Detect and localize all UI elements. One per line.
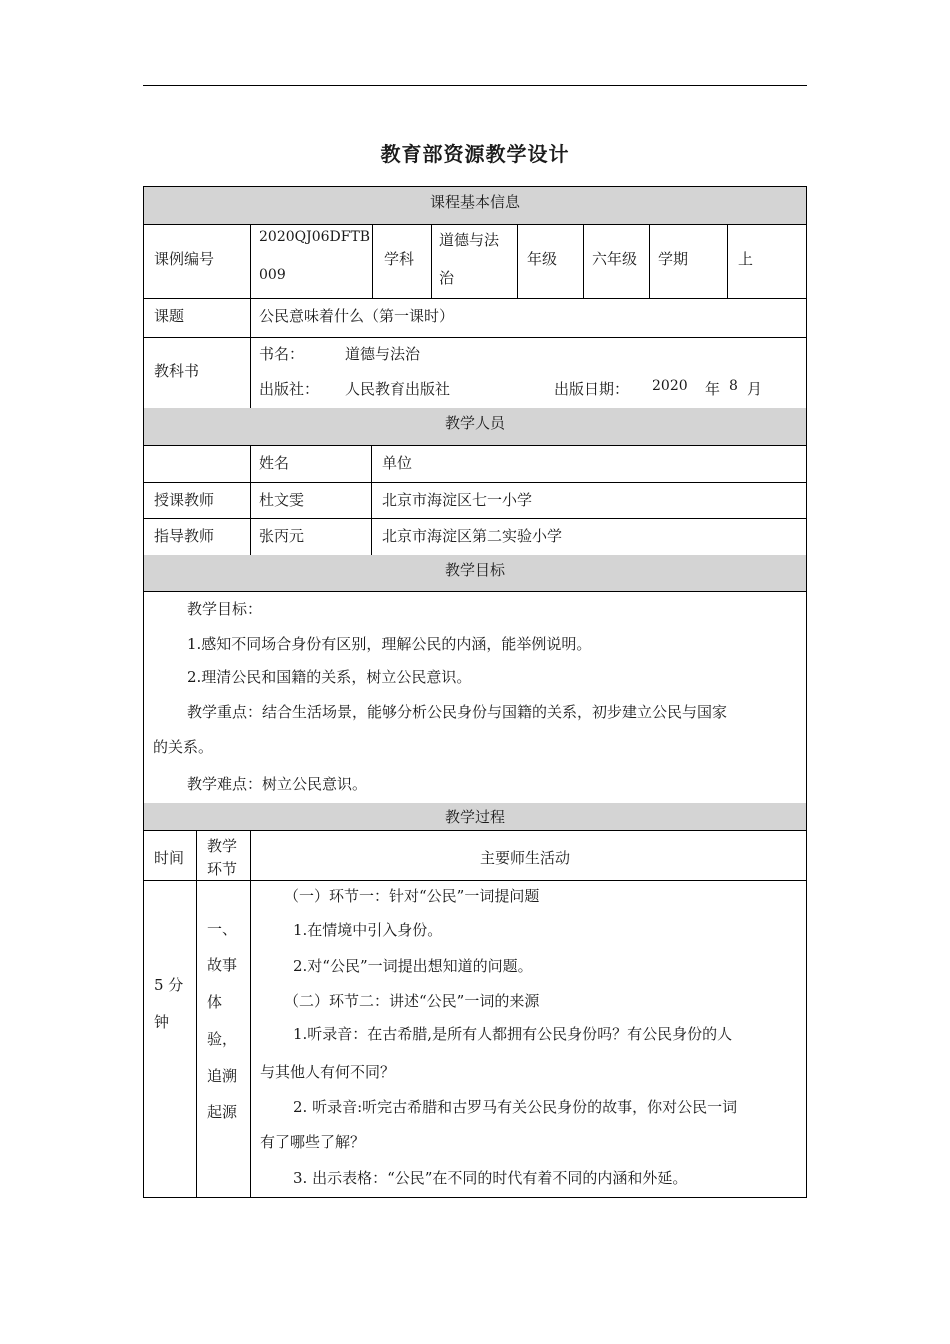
row-divider (144, 880, 806, 881)
pubdate-label: 出版日期： (554, 380, 630, 398)
staff-unit-1: 北京市海淀区七一小学 (382, 491, 533, 509)
activity-line-1: （一）环节一：针对“公民”一词提问题 (284, 887, 540, 905)
activity-line-4: （二）环节二：讲述“公民”一词的来源 (284, 992, 540, 1010)
grade-label: 年级 (527, 250, 558, 268)
subject-value-line2: 治 (439, 269, 455, 287)
process-col-stage-line2: 环节 (207, 860, 238, 878)
row-divider (144, 224, 806, 225)
grade-value: 六年级 (592, 250, 638, 268)
stage-line-1: 一、 (207, 920, 238, 938)
topic-value: 公民意味着什么（第一课时） (259, 307, 455, 325)
publisher-label: 出版社： (259, 380, 320, 398)
row-divider (144, 298, 806, 299)
col-divider (431, 224, 432, 298)
col-divider (371, 445, 372, 555)
activity-line-8: 有了哪些了解？ (260, 1133, 366, 1151)
row-divider (144, 482, 806, 483)
section-goals: 教学目标 (144, 555, 806, 591)
stage-line-2: 故事 (207, 956, 238, 974)
time-line1: 5 分 (154, 976, 184, 994)
case-id-value-line2: 009 (259, 267, 286, 283)
stage-line-5: 追溯 (207, 1067, 238, 1085)
row-divider (144, 591, 806, 592)
col-divider (517, 224, 518, 298)
goal-item-2: 2.理清公民和国籍的关系，树立公民意识。 (187, 668, 472, 686)
time-line2: 钟 (154, 1013, 170, 1031)
staff-col-name: 姓名 (259, 454, 290, 472)
activity-line-3: 2.对“公民”一词提出想知道的问题。 (293, 957, 533, 975)
stage-line-6: 起源 (207, 1103, 238, 1121)
goals-heading: 教学目标： (187, 600, 263, 618)
col-divider (250, 224, 251, 408)
activity-line-9: 3. 出示表格：“公民”在不同的时代有着不同的内涵和外延。 (293, 1169, 688, 1187)
stage-line-3: 体 (207, 993, 223, 1011)
book-name-label: 书名： (259, 345, 305, 363)
term-value: 上 (738, 250, 754, 268)
staff-unit-2: 北京市海淀区第二实验小学 (382, 527, 563, 545)
subject-label: 学科 (384, 250, 415, 268)
activity-line-6: 与其他人有何不同？ (260, 1063, 396, 1081)
case-id-label: 课例编号 (154, 250, 215, 268)
staff-name-2: 张丙元 (259, 527, 305, 545)
publisher-value: 人民教育出版社 (345, 380, 451, 398)
process-col-time: 时间 (154, 849, 185, 867)
header-rule (143, 85, 807, 86)
row-divider (144, 518, 806, 519)
col-divider (196, 830, 197, 1198)
term-label: 学期 (658, 250, 689, 268)
process-col-activity: 主要师生活动 (480, 849, 571, 867)
col-divider (250, 445, 251, 555)
col-divider (649, 224, 650, 298)
section-process: 教学过程 (144, 803, 806, 830)
goal-item-1: 1.感知不同场合身份有区别，理解公民的内涵，能举例说明。 (187, 635, 592, 653)
pubdate-month: 8 (729, 378, 738, 394)
book-name-value: 道德与法治 (345, 345, 421, 363)
row-divider (144, 445, 806, 446)
lesson-design-table (143, 186, 807, 1198)
stage-line-4: 验， (207, 1030, 238, 1048)
col-divider (727, 224, 728, 298)
key-point-line1: 教学重点：结合生活场景，能够分析公民身份与国籍的关系，初步建立公民与国家 (187, 703, 728, 721)
col-divider (583, 224, 584, 298)
row-divider (144, 337, 806, 338)
col-divider (372, 224, 373, 298)
process-col-stage-line1: 教学 (207, 837, 238, 855)
key-point-line2: 的关系。 (153, 738, 214, 756)
staff-role-1: 授课教师 (154, 491, 215, 509)
case-id-value-line1: 2020QJ06DFTB (259, 229, 371, 245)
staff-name-1: 杜文雯 (259, 491, 305, 509)
activity-line-2: 1.在情境中引入身份。 (293, 921, 443, 939)
section-basic-info: 课程基本信息 (144, 187, 806, 224)
subject-value-line1: 道德与法 (439, 231, 500, 249)
staff-col-unit: 单位 (382, 454, 413, 472)
page-title: 教育部资源教学设计 (380, 142, 570, 166)
activity-line-5: 1.听录音：在古希腊,是所有人都拥有公民身份吗？有公民身份的人 (293, 1025, 733, 1043)
row-divider (144, 830, 806, 831)
pubdate-year: 2020 (652, 378, 688, 394)
staff-role-2: 指导教师 (154, 527, 215, 545)
topic-label: 课题 (154, 307, 185, 325)
activity-line-7: 2. 听录音:听完古希腊和古罗马有关公民身份的故事，你对公民一词 (293, 1098, 738, 1116)
section-staff: 教学人员 (144, 408, 806, 445)
pubdate-year-unit: 年 (705, 380, 721, 398)
difficulty: 教学难点：树立公民意识。 (187, 775, 368, 793)
textbook-label: 教科书 (154, 362, 200, 380)
col-divider (250, 830, 251, 1198)
pubdate-month-unit: 月 (747, 380, 763, 398)
